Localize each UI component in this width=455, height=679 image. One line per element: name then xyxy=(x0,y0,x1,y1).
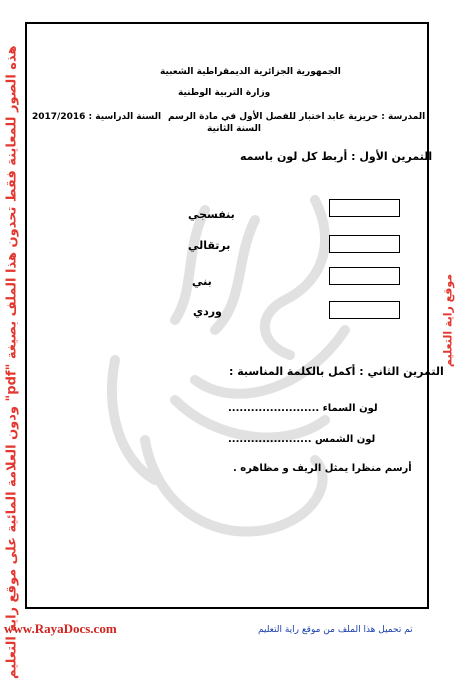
color-box-1 xyxy=(329,199,400,217)
fill-in-sky: لون السماء ........................ xyxy=(228,403,378,414)
color-label-brown: بني xyxy=(192,275,212,288)
drawing-instruction: أرسم منظرا يمثل الريف و مظاهره . xyxy=(233,463,412,474)
color-label-pink: وردي xyxy=(193,305,222,318)
school-name: المدرسة : حريزية عابد xyxy=(327,112,426,122)
color-box-2 xyxy=(329,235,400,253)
color-box-3 xyxy=(329,267,400,285)
exam-title: اختبار للفصل الأول في مادة الرسم xyxy=(168,112,325,122)
republic-title: الجمهورية الجزائرية الديمقراطية الشعبية xyxy=(160,67,341,77)
color-box-4 xyxy=(329,301,400,319)
fill-in-sun: لون الشمس ...................... xyxy=(228,434,376,445)
school-year: السنة الدراسية : 2017/2016 xyxy=(32,112,162,122)
preview-notice-vertical: هذه الصور للمعاينة فقط تحدون هذا الملف بصيغة "pdf" ودون العلامة المائية على موقع راية التعليم xyxy=(4,45,20,679)
color-label-orange: برتقالي xyxy=(188,239,231,252)
footer-site-url[interactable]: www.RayaDocs.com xyxy=(4,621,117,636)
footer-download-note: تم تحميل هذا الملف من موقع راية التعليم xyxy=(258,625,413,635)
site-name-vertical: موقع راية التعليم xyxy=(441,273,455,368)
exercise1-title: التمرين الأول : أربط كل لون باسمه xyxy=(240,150,433,163)
school-level: السنة الثانية xyxy=(207,124,261,134)
color-label-violet: بنفسجي xyxy=(188,208,235,221)
exercise2-title: التمرين الثاني : أكمل بالكلمة المناسبة : xyxy=(229,365,444,378)
ministry-title: وزارة التربية الوطنية xyxy=(178,88,271,98)
